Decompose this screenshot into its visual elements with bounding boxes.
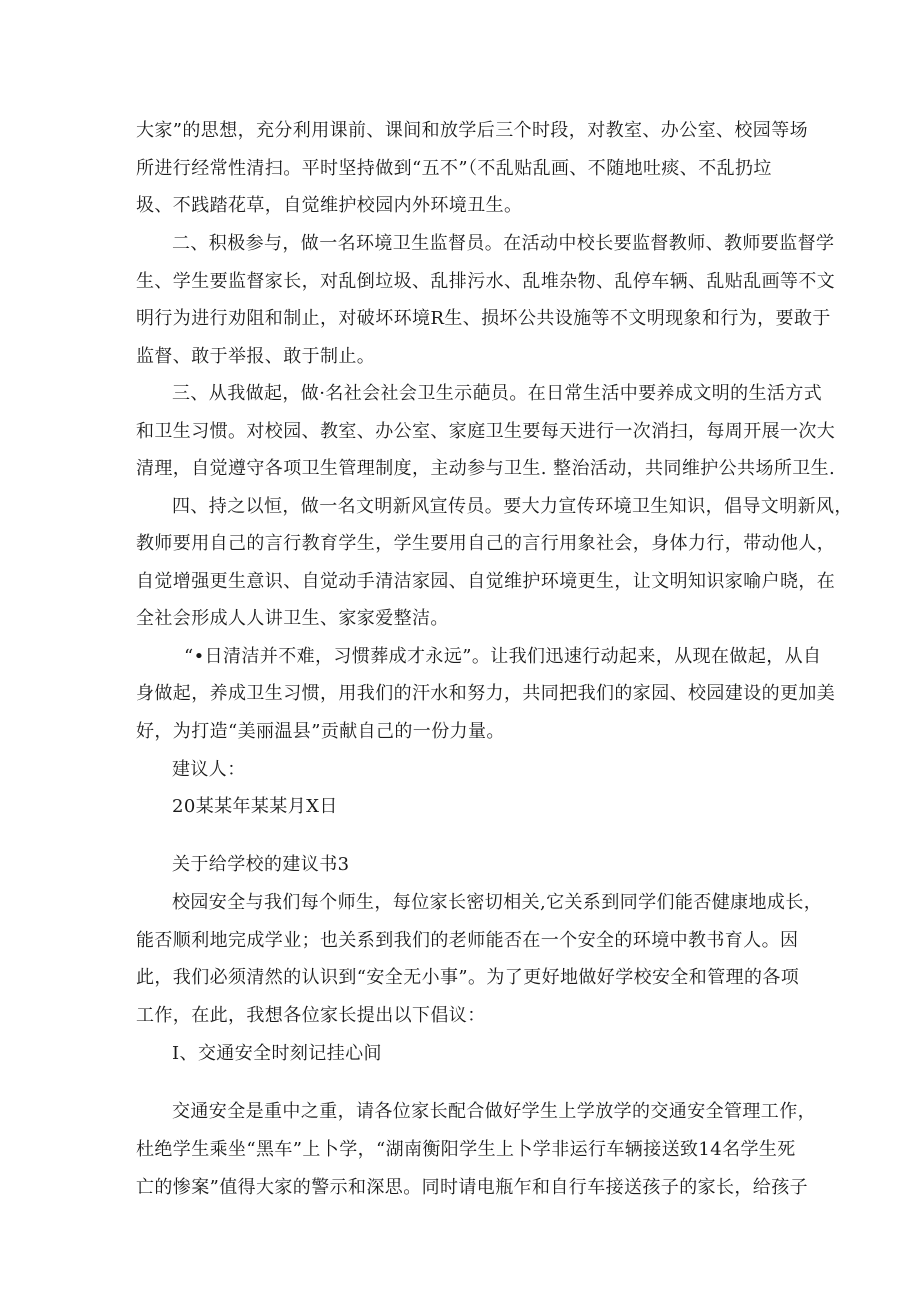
- paragraph-line: 亡的惨案”值得大家的警示和深思。同时请电瓶乍和自行车接送孩子的家长，给孩子: [136, 1177, 808, 1198]
- subsection-heading: I、交通安全时刻记挂心间: [172, 1043, 382, 1064]
- section-title: 关于给学校的建议书3: [172, 854, 350, 875]
- paragraph-line: 所进行经常性清扫。平时坚持做到“五不”（不乱贴乱画、不随地吐痰、不乱扔垃: [136, 158, 772, 179]
- proposer-label: 建议人：: [172, 759, 246, 780]
- paragraph-line: 好，为打造“美丽温县”贡献自己的一份力量。: [136, 721, 505, 742]
- paragraph-line: 杜绝学生乘坐“黑车”上卜学，“湖南衡阳学生上卜学非运行车辆接送致14名学生死: [136, 1139, 796, 1160]
- paragraph-line: 二、积极参与，做一名环境卫生监督员。在活动中校长要监督教师、教师要监督学: [172, 233, 835, 254]
- paragraph-line: 校园安全与我们每个师生，每位家长密切相关,它关系到同学们能否健康地成长，: [172, 892, 823, 913]
- paragraph-line: 清理，自觉遵守各项卫生管理制度，主动参与卫生. 整治活动，共同维护公共场所卫生.: [136, 458, 836, 479]
- paragraph-line: 自觉增强更生意识、自觉动手清洁家园、自觉维护环境更生，让文明知识家喻户晓，在: [136, 571, 836, 592]
- paragraph-line: 交通安全是重中之重，请各位家长配合做好学生上学放学的交通安全管理工作，: [172, 1101, 816, 1122]
- paragraph-line: 工作，在此，我想各位家长提出以下倡议：: [136, 1005, 486, 1026]
- paragraph-line: “•日清洁并不难，习惯葬成才永远”。让我们迅速行动起来，从现在做起，从自: [184, 646, 822, 667]
- date-line: 20某某年某某月X日: [172, 796, 338, 817]
- paragraph-line: 身做起，养成卫生习惯，用我们的汗水和努力，共同把我们的家园、校园建设的更加美: [136, 683, 836, 704]
- paragraph-line: 此，我们必须清然的认识到“安全无小事”。为了更好地做好学校安全和管理的各项: [136, 967, 800, 988]
- paragraph-line: 生、学生要监督家长，对乱倒垃圾、乱排污水、乱堆杂物、乱停车辆、乱贴乱画等不文: [136, 271, 836, 292]
- paragraph-line: 全社会形成人人讲卫生、家家爱整洁。: [136, 608, 449, 629]
- paragraph-line: 大家”的思想，充分利用课前、课间和放学后三个时段，对教室、办公室、校园等场: [136, 120, 808, 141]
- paragraph-line: 监督、敢于举报、敢于制止。: [136, 346, 376, 367]
- paragraph-line: 教师要用自己的言行教育学生，学生要用自己的言行用象社会，身体力行，带动他人，: [136, 533, 836, 554]
- paragraph-line: 圾、不践踏花草，自觉维护校园内外环境丑生。: [136, 195, 523, 216]
- paragraph-line: 三、从我做起，做·名社会社会卫生示葩员。在日常生活中要养成文明的生活方式: [172, 383, 823, 404]
- paragraph-line: 和卫生习惯。对校园、教室、办公室、家庭卫生要每天进行一次消扫，每周开展一次大: [136, 421, 836, 442]
- paragraph-line: 明行为进行劝阻和制止，对破坏环境R生、损坏公共设施等不文明现象和行为，要敢于: [136, 308, 831, 329]
- paragraph-line: 能否顺利地完成学业；也关系到我们的老师能否在一个安全的环境中教书育人。因: [136, 930, 799, 951]
- paragraph-line: 四、持之以恒，做一名文明新风宣传员。要大力宣传环境卫生知识，倡导文明新风，: [172, 496, 853, 517]
